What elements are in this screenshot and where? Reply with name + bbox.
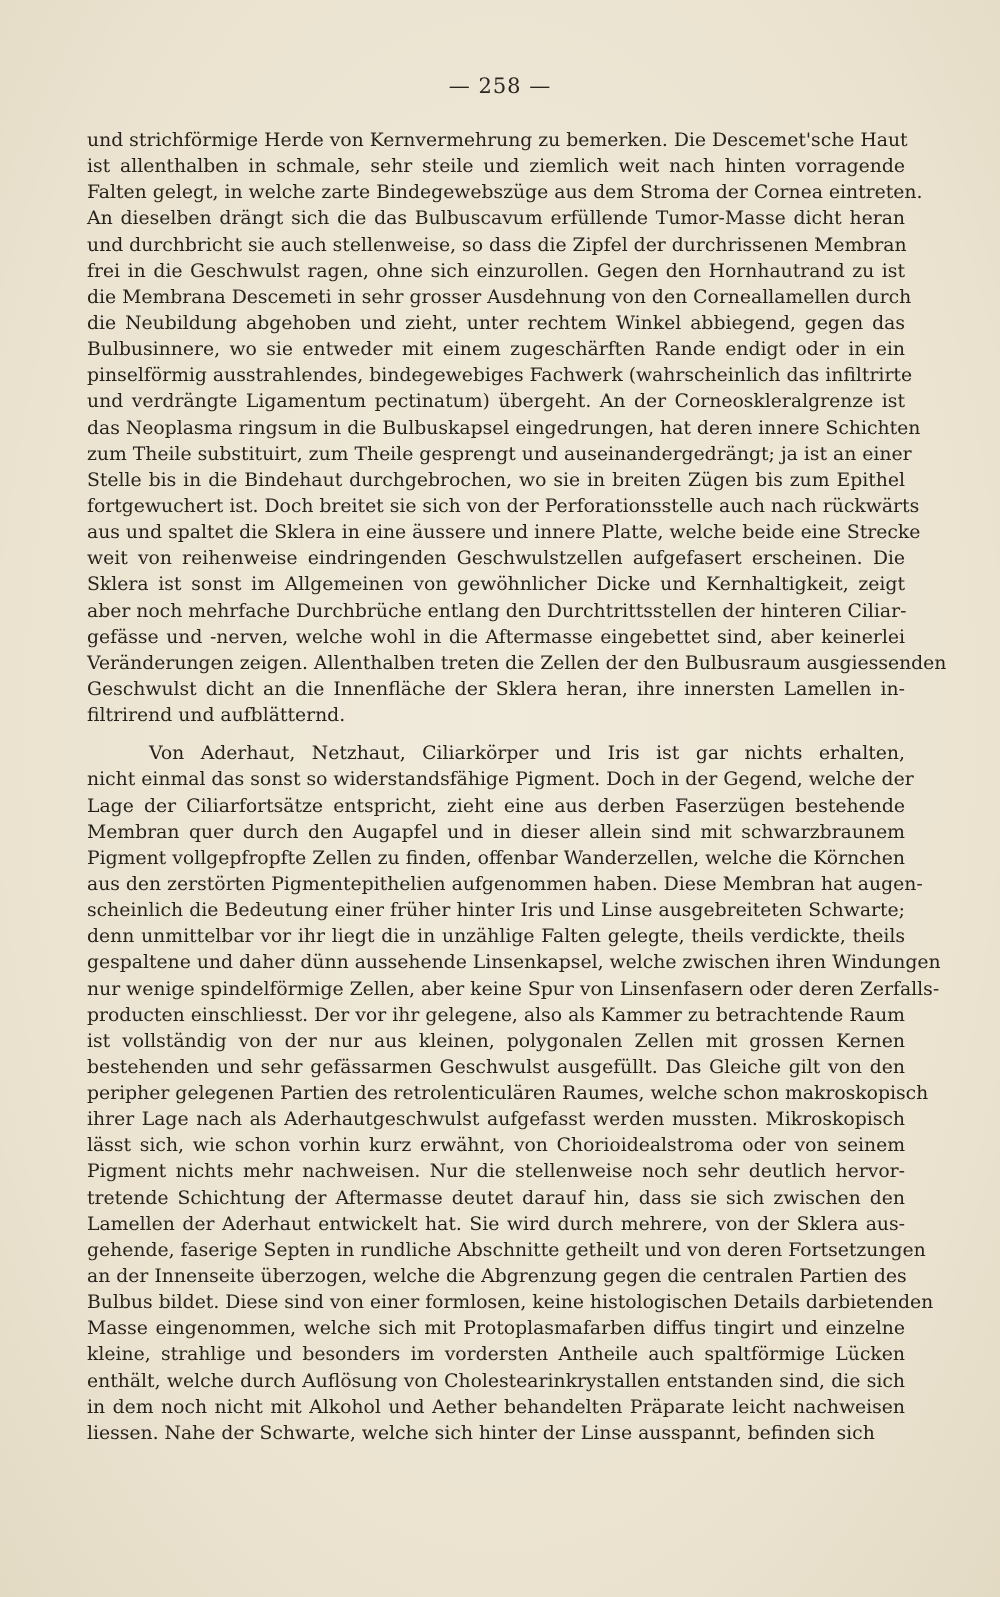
text-line: die Membrana Descemeti in sehr grosser Ausdehnung von den Corneallamellen durch [87, 286, 912, 308]
text-line: und verdrängte Ligamentum pectinatum) übergeht. An der Corneoskleralgrenze ist [87, 391, 905, 413]
paragraph-gap [87, 729, 905, 741]
text-line: an der Innenseite überzogen, welche die Abgrenzung gegen die centralen Partien des [87, 1266, 907, 1288]
text-line: An dieselben drängt sich die das Bulbuscavum erfüllende Tumor-Masse dicht heran [87, 208, 905, 230]
text-line: ihrer Lage nach als Aderhautgeschwulst aufgefasst werden mussten. Mikroskopisch [87, 1109, 905, 1131]
text-line: liessen. Nahe der Schwarte, welche sich hinter der Linse ausspannt, befinden sich [87, 1422, 875, 1444]
text-line: Lage der Ciliarfortsätze entspricht, zieht eine aus derben Faserzügen bestehende [87, 795, 905, 817]
text-line: scheinlich die Bedeutung einer früher hinter Iris und Linse ausgebreiteten Schwarte; [87, 900, 905, 922]
text-line: nicht einmal das sonst so widerstandsfähige Pigment. Doch in der Gegend, welche der [87, 769, 914, 791]
text-line: ist allenthalben in schmale, sehr steile und ziemlich weit nach hinten vorragende [87, 156, 905, 178]
text-line: frei in die Geschwulst ragen, ohne sich einzurollen. Gegen den Hornhautrand zu ist [87, 260, 905, 282]
text-line: weit von reihenweise eindringenden Geschwulstzellen aufgefasert erscheinen. Die [87, 548, 905, 570]
paragraph-2 [87, 741, 941, 1447]
text-line: und strichförmige Herde von Kernvermehrung zu bemerken. Die Descemet'sche Haut [87, 130, 908, 151]
text-line: Von Aderhaut, Netzhaut, Ciliarkörper und Iris ist gar nichts erhalten, [149, 743, 905, 765]
text-line: Lamellen der Aderhaut entwickelt hat. Sie wird durch mehrere, von der Sklera aus- [87, 1213, 905, 1235]
text-line: bestehenden und sehr gefässarmen Geschwulst ausgefüllt. Das Gleiche gilt von den [87, 1056, 905, 1078]
text-line: peripher gelegenen Partien des retrolenticulären Raumes, welche schon makroskopisch [87, 1083, 929, 1105]
text-line: Pigment vollgepfropfte Zellen zu finden, offenbar Wanderzellen, welche die Körnchen [87, 847, 905, 869]
text-line: tretende Schichtung der Aftermasse deutet darauf hin, dass sie sich zwischen den [87, 1187, 905, 1209]
text-line: Falten gelegt, in welche zarte Bindegewebszüge aus dem Stroma der Cornea eintreten. [87, 182, 923, 204]
text-line: Pigment nichts mehr nachweisen. Nur die stellenweise noch sehr deutlich hervor- [87, 1161, 905, 1183]
text-line: Membran quer durch den Augapfel und in dieser allein sind mit schwarzbraunem [87, 821, 905, 843]
text-line: das Neoplasma ringsum in die Bulbuskapsel eingedrungen, hat deren innere Schichten [87, 417, 921, 439]
text-line: nur wenige spindelförmige Zellen, aber keine Spur von Linsenfasern oder deren Zerfalls- [87, 978, 940, 1000]
text-line: aber noch mehrfache Durchbrüche entlang den Durchtrittsstellen der hinteren Ciliar- [87, 600, 907, 622]
text-line: pinselförmig ausstrahlendes, bindegewebiges Fachwerk (wahrscheinlich das infiltrirte [87, 365, 913, 387]
text-line: Bulbus bildet. Diese sind von einer formlosen, keine histologischen Details darbietenden [87, 1292, 934, 1314]
text-line: aus den zerstörten Pigmentepithelien aufgenommen haben. Diese Membran hat augen- [87, 873, 923, 895]
text-line: zum Theile substituirt, zum Theile gesprengt und auseinandergedrängt; ja ist an einer [87, 443, 912, 465]
text-line: ist vollständig von der nur aus kleinen, polygonalen Zellen mit grossen Kernen [87, 1030, 905, 1052]
text-line: kleine, strahlige und besonders im vordersten Antheile auch spaltförmige Lücken [87, 1344, 905, 1366]
paragraph-1 [87, 128, 947, 729]
text-line: und durchbricht sie auch stellenweise, so dass die Zipfel der durchrissenen Membran [87, 234, 907, 256]
text-line: Stelle bis in die Bindehaut durchgebrochen, wo sie in breiten Zügen bis zum Epithel [87, 469, 905, 491]
text-line: die Neubildung abgehoben und zieht, unter rechtem Winkel abbiegend, gegen das [87, 312, 905, 334]
text-line: Masse eingenommen, welche sich mit Protoplasmafarben diffus tingirt und einzelne [87, 1318, 905, 1340]
text-line: fortgewuchert ist. Doch breitet sie sich von der Perforationsstelle auch nach rückwärts [87, 495, 920, 517]
text-line: Veränderungen zeigen. Allenthalben treten die Zellen der den Bulbusraum ausgiessenden [87, 652, 947, 674]
text-line: Bulbusinnere, wo sie entweder mit einem zugeschärften Rande endigt oder in ein [87, 339, 905, 361]
body-text [87, 128, 947, 1447]
text-line: enthält, welche durch Auflösung von Cholestearinkrystallen entstanden sind, die sich [87, 1370, 905, 1392]
text-line: filtrirend und aufblätternd. [87, 705, 346, 727]
text-line: gefässe und -nerven, welche wohl in die Aftermasse eingebettet sind, aber keinerlei [87, 626, 905, 648]
text-line: Sklera ist sonst im Allgemeinen von gewöhnlicher Dicke und Kernhaltigkeit, zeigt [87, 574, 905, 596]
text-line: Geschwulst dicht an die Innenfläche der Sklera heran, ihre innersten Lamellen in- [87, 678, 905, 700]
text-line: lässt sich, wie schon vorhin kurz erwähnt, von Chorioidealstroma oder von seinem [87, 1135, 905, 1157]
text-line: producten einschliesst. Der vor ihr gelegene, also als Kammer zu betrachtende Raum [87, 1004, 905, 1026]
text-line: aus und spaltet die Sklera in eine äussere und innere Platte, welche beide eine Strecke [87, 522, 921, 544]
text-line: denn unmittelbar vor ihr liegt die in unzählige Falten gelegte, theils verdickte, theils [87, 926, 905, 948]
text-line: gehende, faserige Septen in rundliche Abschnitte getheilt und von deren Fortsetzungen [87, 1239, 926, 1261]
text-line: in dem noch nicht mit Alkohol und Aether behandelten Präparate leicht nachweisen [87, 1396, 905, 1418]
page-number: — 258 — [448, 74, 552, 98]
text-line: gespaltene und daher dünn aussehende Linsenkapsel, welche zwischen ihren Windungen [87, 952, 941, 974]
